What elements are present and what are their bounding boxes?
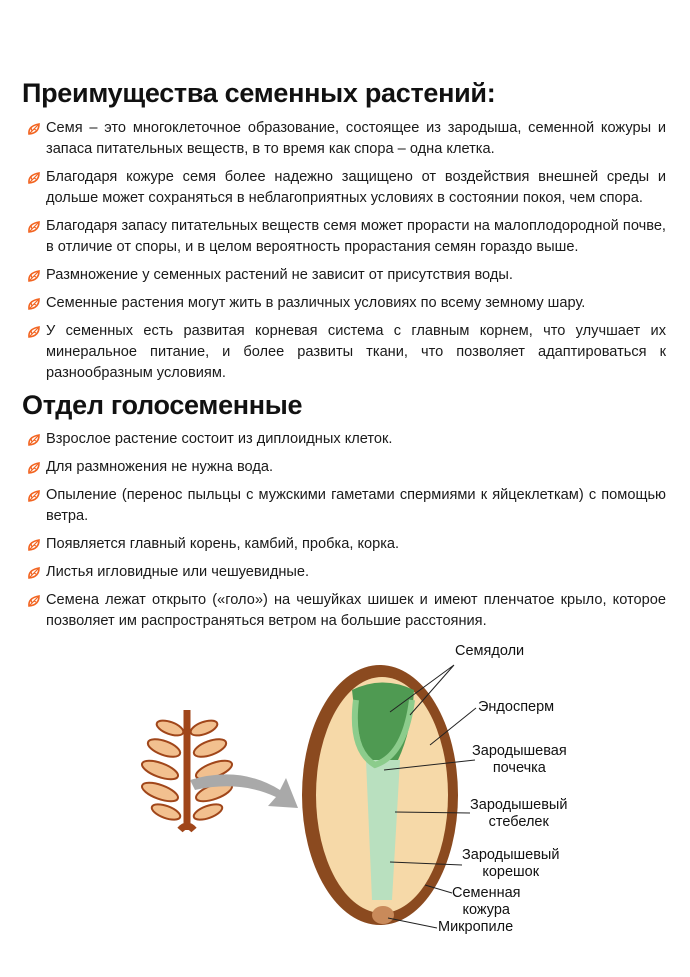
label-stem — [470, 797, 567, 831]
list-item-text: Семена лежат открыто («голо») на чешуйках шишек и имеют пленчатое крыло, которое позволяет им распространяться ветром на большие расстояния. — [46, 592, 666, 629]
label-bud-line1: Зародышевая — [472, 743, 567, 759]
list-item-text: У семенных есть развитая корневая система с главным корнем, что улучшает их минеральное питание, и более развиты ткани, что позволяет адаптироваться к разнообразным условиям. — [46, 323, 666, 381]
list-item-text: Благодаря кожуре семя более надежно защищено от воздействия внешней среды и дольше может сохраняться в неблагоприятных условиях в состоянии покоя, чем спора. — [46, 169, 666, 206]
label-bud — [472, 743, 567, 777]
label-endosperm: Эндосперм — [478, 699, 555, 715]
list-item-text: Размножение у семенных растений не зависит от присутствия воды. — [46, 267, 513, 283]
list-item-text: Благодаря запасу питательных веществ семя может прорасти на малоплодородной почве, в отличие от споры, и в целом вероятность прорастания семян гораздо выше. — [46, 218, 666, 255]
label-cotyledons: Семядоли — [455, 643, 525, 659]
section-title-gymnosperms: Отдел голосеменные — [22, 390, 303, 420]
label-bud-line2: почечка — [492, 760, 546, 776]
list-item-text: Появляется главный корень, камбий, пробка, корка. — [46, 536, 400, 552]
seed-cross-section — [302, 665, 458, 925]
label-stem-line2: стебелек — [488, 814, 549, 830]
list-item-text: Взрослое растение состоит из диплоидных клеток. — [46, 431, 393, 447]
list-item-text: Листья игловидные или чешуевидные. — [46, 564, 310, 580]
list-item-text: Для размножения не нужна вода. — [46, 459, 274, 475]
label-coat-line1: Семенная — [452, 885, 521, 901]
list-item-text: Семя – это многоклеточное образование, состоящее из зародыша, семенной кожуры и запаса питательных веществ, в то время как спора – одна клетка. — [46, 120, 666, 157]
list-item-text: Опыление (перенос пыльцы с мужскими гаметами спермиями к яйцеклеткам) с помощью ветра. — [46, 487, 666, 524]
label-root-line2: корешок — [482, 864, 540, 880]
label-coat-line2: кожура — [462, 902, 510, 918]
label-seed-coat — [452, 885, 521, 919]
label-root — [462, 847, 559, 881]
section-title-advantages: Преимущества семенных растений: — [22, 78, 496, 108]
pine-cone-illustration — [140, 710, 234, 830]
label-micropyle: Микропиле — [438, 919, 514, 935]
list-item-text: Семенные растения могут жить в различных условиях по всему земному шару. — [46, 295, 586, 311]
label-root-line1: Зародышевый — [462, 847, 560, 863]
label-stem-line1: Зародышевый — [470, 797, 568, 813]
